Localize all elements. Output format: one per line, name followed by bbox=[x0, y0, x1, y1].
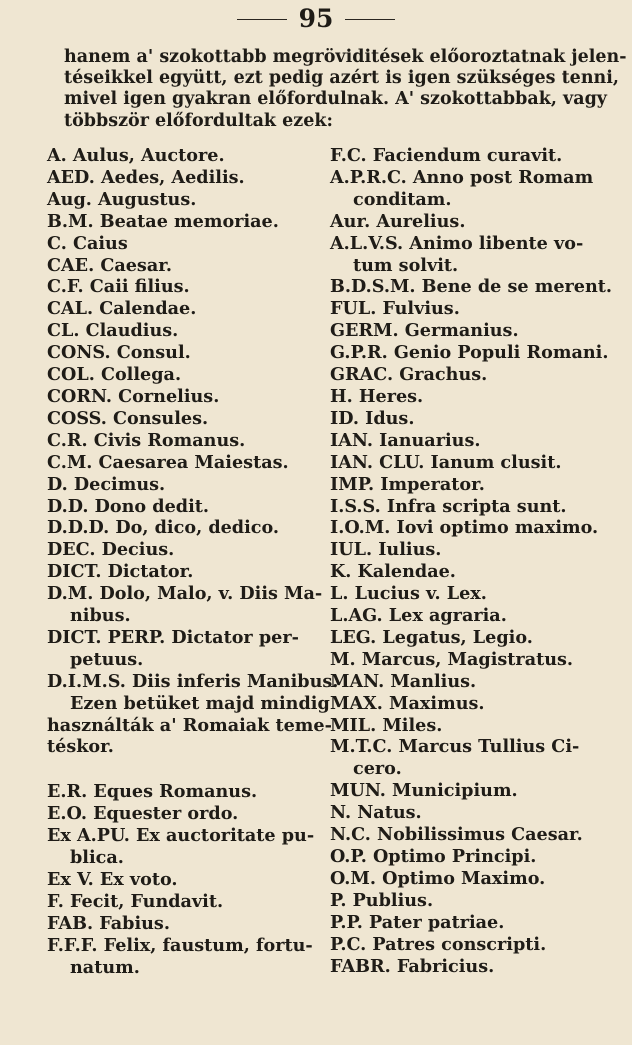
entry-line: MAN. Manlius. bbox=[330, 670, 477, 692]
abbreviation-entry bbox=[47, 452, 312, 474]
intro-line: többször előfordultak ezek: bbox=[64, 110, 333, 131]
entry-line: IMP. Imperator. bbox=[330, 473, 485, 495]
entry-line: FABR. Fabricius. bbox=[330, 955, 495, 977]
entry-line: M. Marcus, Magistratus. bbox=[330, 648, 574, 670]
abbreviation-entry bbox=[47, 803, 312, 825]
abbreviation-entry bbox=[330, 342, 610, 364]
abbreviation-entry bbox=[330, 956, 610, 978]
abbreviation-entry bbox=[47, 364, 312, 386]
abbreviation-entry bbox=[47, 320, 312, 342]
abbreviation-entry bbox=[330, 145, 610, 167]
abbreviation-entry bbox=[330, 386, 610, 408]
note-line: használták a' Romaiak teme- bbox=[47, 714, 332, 736]
abbreviation-entry bbox=[330, 868, 610, 890]
left-abbreviation-list-2 bbox=[47, 781, 315, 978]
entry-line: P. Publius. bbox=[330, 889, 434, 911]
entry-line: F.F.F. Felix, faustum, fortu- bbox=[47, 934, 313, 956]
entry-line: M.T.C. Marcus Tullius Ci- bbox=[330, 736, 580, 758]
entry-line: Aug. Augustus. bbox=[47, 188, 197, 210]
abbreviation-entry bbox=[47, 145, 312, 167]
abbreviation-entry bbox=[330, 715, 610, 737]
entry-line: Aur. Aurelius. bbox=[330, 210, 466, 232]
entry-line: CAE. Caesar. bbox=[47, 254, 172, 276]
entry-line: I.S.S. Infra scripta sunt. bbox=[330, 495, 567, 517]
page-number: 95 bbox=[298, 4, 334, 33]
abbreviation-entry bbox=[47, 670, 339, 693]
entry-line: F.C. Faciendum curavit. bbox=[330, 145, 563, 166]
entry-line: MUN. Municipium. bbox=[330, 780, 518, 802]
abbreviation-entry bbox=[330, 780, 610, 802]
header-rule-right bbox=[345, 19, 395, 20]
abbreviation-entry bbox=[330, 824, 610, 846]
entry-line: GERM. Germanius. bbox=[330, 320, 519, 342]
entry-line: ID. Idus. bbox=[330, 407, 415, 429]
entry-continuation: conditam. bbox=[353, 188, 452, 210]
abbreviation-entry bbox=[330, 233, 610, 277]
abbreviation-entry bbox=[330, 649, 610, 671]
entry-line: COL. Collega. bbox=[47, 364, 182, 386]
abbreviation-entry bbox=[330, 846, 610, 868]
entry-line: A.P.R.C. Anno post Romam bbox=[330, 166, 594, 188]
entry-line: DICT. Dictator. bbox=[47, 561, 194, 583]
entry-line: MAX. Maximus. bbox=[330, 692, 485, 714]
abbreviation-entry bbox=[47, 189, 312, 211]
header-rule-left bbox=[237, 19, 287, 20]
intro-line: téseikkel együtt, ezt pedig azért is igen szükséges tenni, bbox=[64, 68, 620, 89]
abbreviation-entry bbox=[47, 627, 312, 671]
abbreviation-entry bbox=[47, 276, 312, 298]
entry-line: CL. Claudius. bbox=[47, 320, 179, 342]
abbreviation-entry bbox=[330, 693, 610, 715]
entry-line: I.O.M. Iovi optimo maximo. bbox=[330, 517, 599, 539]
abbreviation-entry bbox=[330, 211, 610, 233]
abbreviation-entry bbox=[47, 211, 312, 233]
entry-line: CORN. Cornelius. bbox=[47, 385, 220, 407]
right-abbreviation-list bbox=[330, 145, 613, 977]
abbreviation-entry bbox=[47, 386, 312, 408]
abbreviation-entry bbox=[330, 298, 610, 320]
entry-line: K. Kalendae. bbox=[330, 561, 456, 583]
entry-line: B.M. Beatae memoriae. bbox=[47, 210, 279, 232]
entry-line: D. Decimus. bbox=[47, 473, 166, 495]
abbreviation-entry bbox=[330, 517, 610, 539]
abbreviation-entry bbox=[47, 255, 312, 277]
abbreviation-entry bbox=[330, 474, 610, 496]
abbreviation-entry bbox=[47, 408, 312, 430]
abbreviation-entry bbox=[330, 890, 610, 912]
abbreviation-entry bbox=[330, 430, 610, 452]
abbreviation-entry bbox=[47, 517, 312, 539]
abbreviation-entry bbox=[47, 167, 312, 189]
abbreviation-entry bbox=[330, 802, 610, 824]
abbreviation-entry bbox=[47, 935, 312, 979]
abbreviation-entry bbox=[47, 891, 312, 913]
abbreviation-entry bbox=[330, 583, 610, 605]
entry-continuation: blica. bbox=[70, 847, 124, 869]
entry-line: GRAC. Grachus. bbox=[330, 364, 488, 386]
abbreviation-entry bbox=[330, 539, 610, 561]
entry-line: D.I.M.S. Diis inferis Manibus. bbox=[47, 670, 339, 692]
abbreviation-entry bbox=[330, 934, 610, 956]
entry-line: N. Natus. bbox=[330, 802, 422, 824]
entry-line: D.D. Dono dedit. bbox=[47, 495, 210, 517]
entry-line: AED. Aedes, Aedilis. bbox=[47, 166, 245, 188]
entry-line: IUL. Iulius. bbox=[330, 539, 442, 561]
entry-continuation: natum. bbox=[70, 956, 140, 978]
entry-line: FAB. Fabius. bbox=[47, 912, 170, 934]
abbreviation-entry bbox=[47, 539, 312, 561]
entry-line: E.O. Equester ordo. bbox=[47, 803, 239, 825]
abbreviation-entry bbox=[330, 736, 610, 780]
entry-line: D.D.D. Do, dico, dedico. bbox=[47, 517, 280, 539]
abbreviation-entry bbox=[47, 474, 312, 496]
entry-line: G.P.R. Genio Populi Romani. bbox=[330, 342, 609, 364]
entry-line: A.L.V.S. Animo libente vo- bbox=[330, 232, 584, 254]
entry-line: DEC. Decius. bbox=[47, 539, 175, 561]
intro-line: hanem a' szokottabb megröviditések előoroztatnak jelen- bbox=[64, 47, 627, 67]
abbreviation-entry bbox=[47, 298, 312, 320]
entry-line: CAL. Calendae. bbox=[47, 298, 197, 320]
entry-line: C.F. Caii filius. bbox=[47, 276, 190, 298]
entry-line: COSS. Consules. bbox=[47, 407, 209, 429]
abbreviation-entry bbox=[330, 561, 610, 583]
abbreviation-entry bbox=[47, 583, 323, 627]
entry-line: Ex V. Ex voto. bbox=[47, 869, 178, 890]
entry-line: IAN. CLU. Ianum clusit. bbox=[330, 451, 562, 473]
abbreviation-entry bbox=[330, 452, 610, 474]
entry-line: L. Lucius v. Lex. bbox=[330, 583, 487, 605]
entry-line: N.C. Nobilissimus Caesar. bbox=[330, 824, 583, 846]
left-column bbox=[47, 145, 339, 979]
entry-continuation: nibus. bbox=[70, 605, 131, 627]
entry-continuation: cero. bbox=[353, 758, 402, 780]
abbreviation-entry bbox=[330, 276, 613, 298]
abbreviation-entry bbox=[330, 364, 610, 386]
entry-line: P.C. Patres conscripti. bbox=[330, 933, 547, 955]
abbreviation-entry bbox=[47, 430, 312, 452]
entry-line: E.R. Eques Romanus. bbox=[47, 781, 258, 803]
abbreviation-entry bbox=[330, 671, 610, 693]
abbreviation-entry bbox=[47, 781, 312, 803]
intro-line: mivel igen gyakran előfordulnak. A' szokottabbak, vagy bbox=[64, 89, 607, 110]
abbreviation-entry bbox=[330, 408, 610, 430]
entry-line: P.P. Pater patriae. bbox=[330, 911, 505, 933]
entry-line: A. Aulus, Auctore. bbox=[47, 145, 225, 166]
entry-line: O.M. Optimo Maximo. bbox=[330, 867, 546, 889]
intro-paragraph bbox=[64, 47, 627, 132]
entry-line: FUL. Fulvius. bbox=[330, 298, 460, 320]
abbreviation-entry bbox=[47, 233, 312, 255]
entry-line: O.P. Optimo Principi. bbox=[330, 846, 537, 867]
entry-line: Ex A.PU. Ex auctoritate pu- bbox=[47, 825, 315, 847]
section-gap bbox=[47, 758, 312, 781]
entry-line: C.M. Caesarea Maiestas. bbox=[47, 451, 289, 473]
note-line: téskor. bbox=[47, 736, 114, 758]
entry-line: MIL. Miles. bbox=[330, 714, 443, 736]
entry-line: D.M. Dolo, Malo, v. Diis Ma- bbox=[47, 583, 323, 605]
entry-line: L.AG. Lex agraria. bbox=[330, 605, 507, 627]
page-header bbox=[0, 4, 632, 34]
abbreviation-entry bbox=[330, 496, 610, 518]
abbreviation-entry bbox=[47, 496, 312, 518]
abbreviation-entry bbox=[47, 869, 312, 891]
abbreviation-entry bbox=[47, 913, 312, 935]
abbreviation-entry bbox=[330, 627, 610, 649]
abbreviation-entry bbox=[330, 912, 610, 934]
entry-line: H. Heres. bbox=[330, 385, 424, 407]
abbreviation-entry bbox=[330, 167, 610, 211]
right-column bbox=[330, 145, 613, 977]
entry-line: B.D.S.M. Bene de se merent. bbox=[330, 276, 613, 298]
entry-line: CONS. Consul. bbox=[47, 342, 191, 364]
left-note bbox=[47, 692, 332, 759]
abbreviation-entry bbox=[47, 561, 312, 583]
entry-line: C.R. Civis Romanus. bbox=[47, 429, 246, 451]
entry-line: C. Caius bbox=[47, 232, 128, 254]
entry-line: DICT. PERP. Dictator per- bbox=[47, 626, 299, 648]
left-abbreviation-list bbox=[47, 145, 339, 693]
entry-line: LEG. Legatus, Legio. bbox=[330, 626, 533, 648]
abbreviation-entry bbox=[330, 320, 610, 342]
abbreviation-entry bbox=[47, 342, 312, 364]
note-line: Ezen betüket majd mindig bbox=[70, 692, 330, 714]
entry-continuation: tum solvit. bbox=[353, 254, 459, 276]
abbreviation-entry bbox=[330, 605, 610, 627]
entry-line: IAN. Ianuarius. bbox=[330, 429, 481, 451]
entry-continuation: petuus. bbox=[70, 648, 144, 670]
abbreviation-entry bbox=[47, 825, 315, 869]
entry-line: F. Fecit, Fundavit. bbox=[47, 890, 224, 912]
